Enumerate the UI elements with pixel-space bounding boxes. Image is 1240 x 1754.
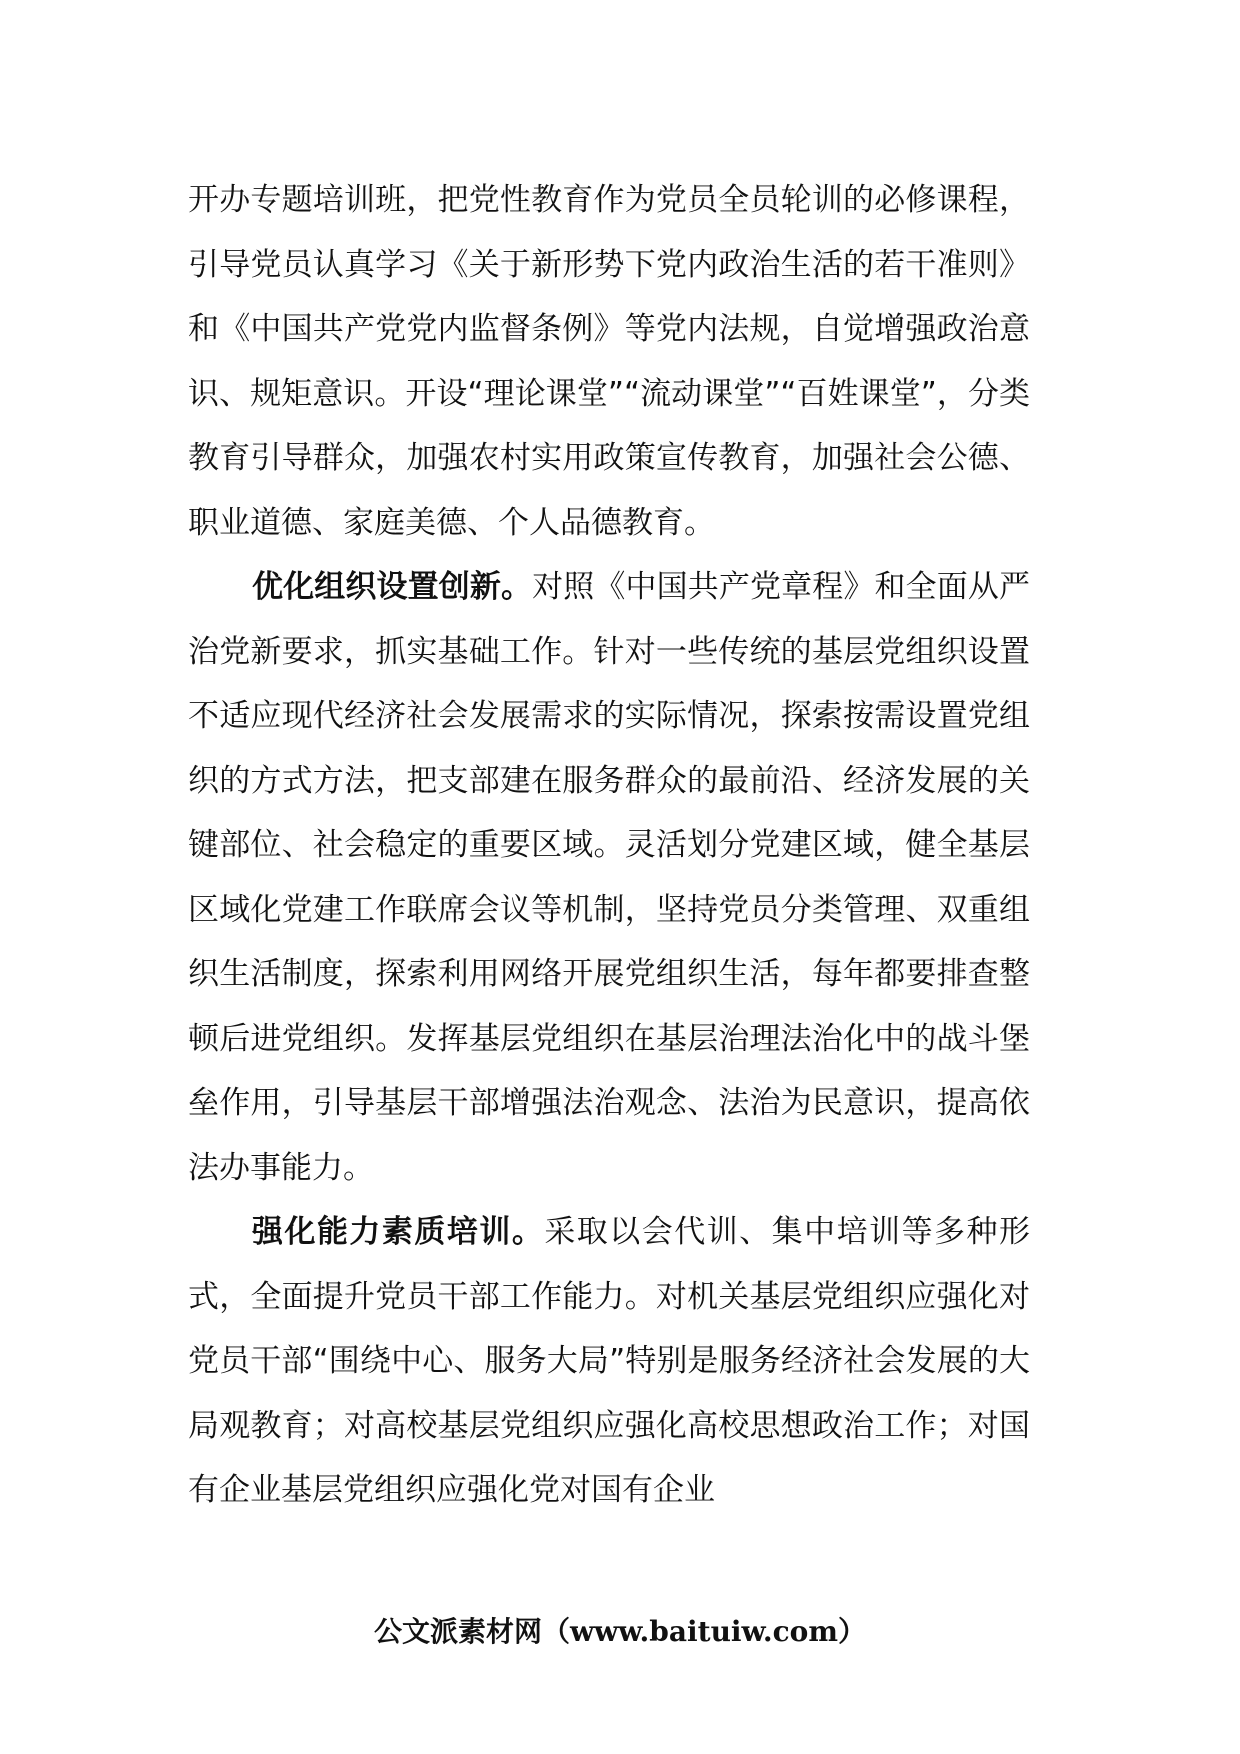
paragraph-heading: 强化能力素质培训。 <box>252 1214 545 1250</box>
paragraph-heading: 优化组织设置创新。 <box>252 569 533 605</box>
paragraph-party-education <box>188 168 1030 555</box>
document-page <box>188 168 1030 1523</box>
paragraph-body: 对照《中国共产党章程》和全面从严治党新要求，抓实基础工作。针对一些传统的基层党组织设置不适应现代经济社会发展需求的实际情况，探索按需设置党组织的方式方法，把支部建在服务群众的最前沿、经济发展的关键部位、社会稳定的重要区域。灵活划分党建区域，健全基层区域化党建工作联席会议等机制，坚持党员分类管理、双重组织生活制度，探索利用网络开展党组织生活，每年都要排查整顿后进党组织。发挥基层党组织在基层治理法治化中的战斗堡垒作用，引导基层干部增强法治观念、法治为民意识，提高依法办事能力。 <box>188 569 1030 1186</box>
page-footer: 公文派素材网（www.baituiw.com） <box>374 1615 866 1648</box>
paragraph-body: 采取以会代训、集中培训等多种形式，全面提升党员干部工作能力。对机关基层党组织应强化对党员干部“围绕中心、服务大局”特别是服务经济社会发展的大局观教育；对高校基层党组织应强化高校思想政治工作；对国有企业基层党组织应强化党对国有企业 <box>188 1214 1031 1508</box>
paragraph-organization-setup <box>188 555 1030 1200</box>
paragraph-body: 开办专题培训班，把党性教育作为党员全员轮训的必修课程，引导党员认真学习《关于新形势下党内政治生活的若干准则》和《中国共产党党内监督条例》等党内法规，自觉增强政治意识、规矩意识。开设“理论课堂”“流动课堂”“百姓课堂”，分类教育引导群众，加强农村实用政策宣传教育，加强社会公德、职业道德、家庭美德、个人品德教育。 <box>188 182 1030 541</box>
paragraph-capability-training <box>188 1200 1030 1523</box>
